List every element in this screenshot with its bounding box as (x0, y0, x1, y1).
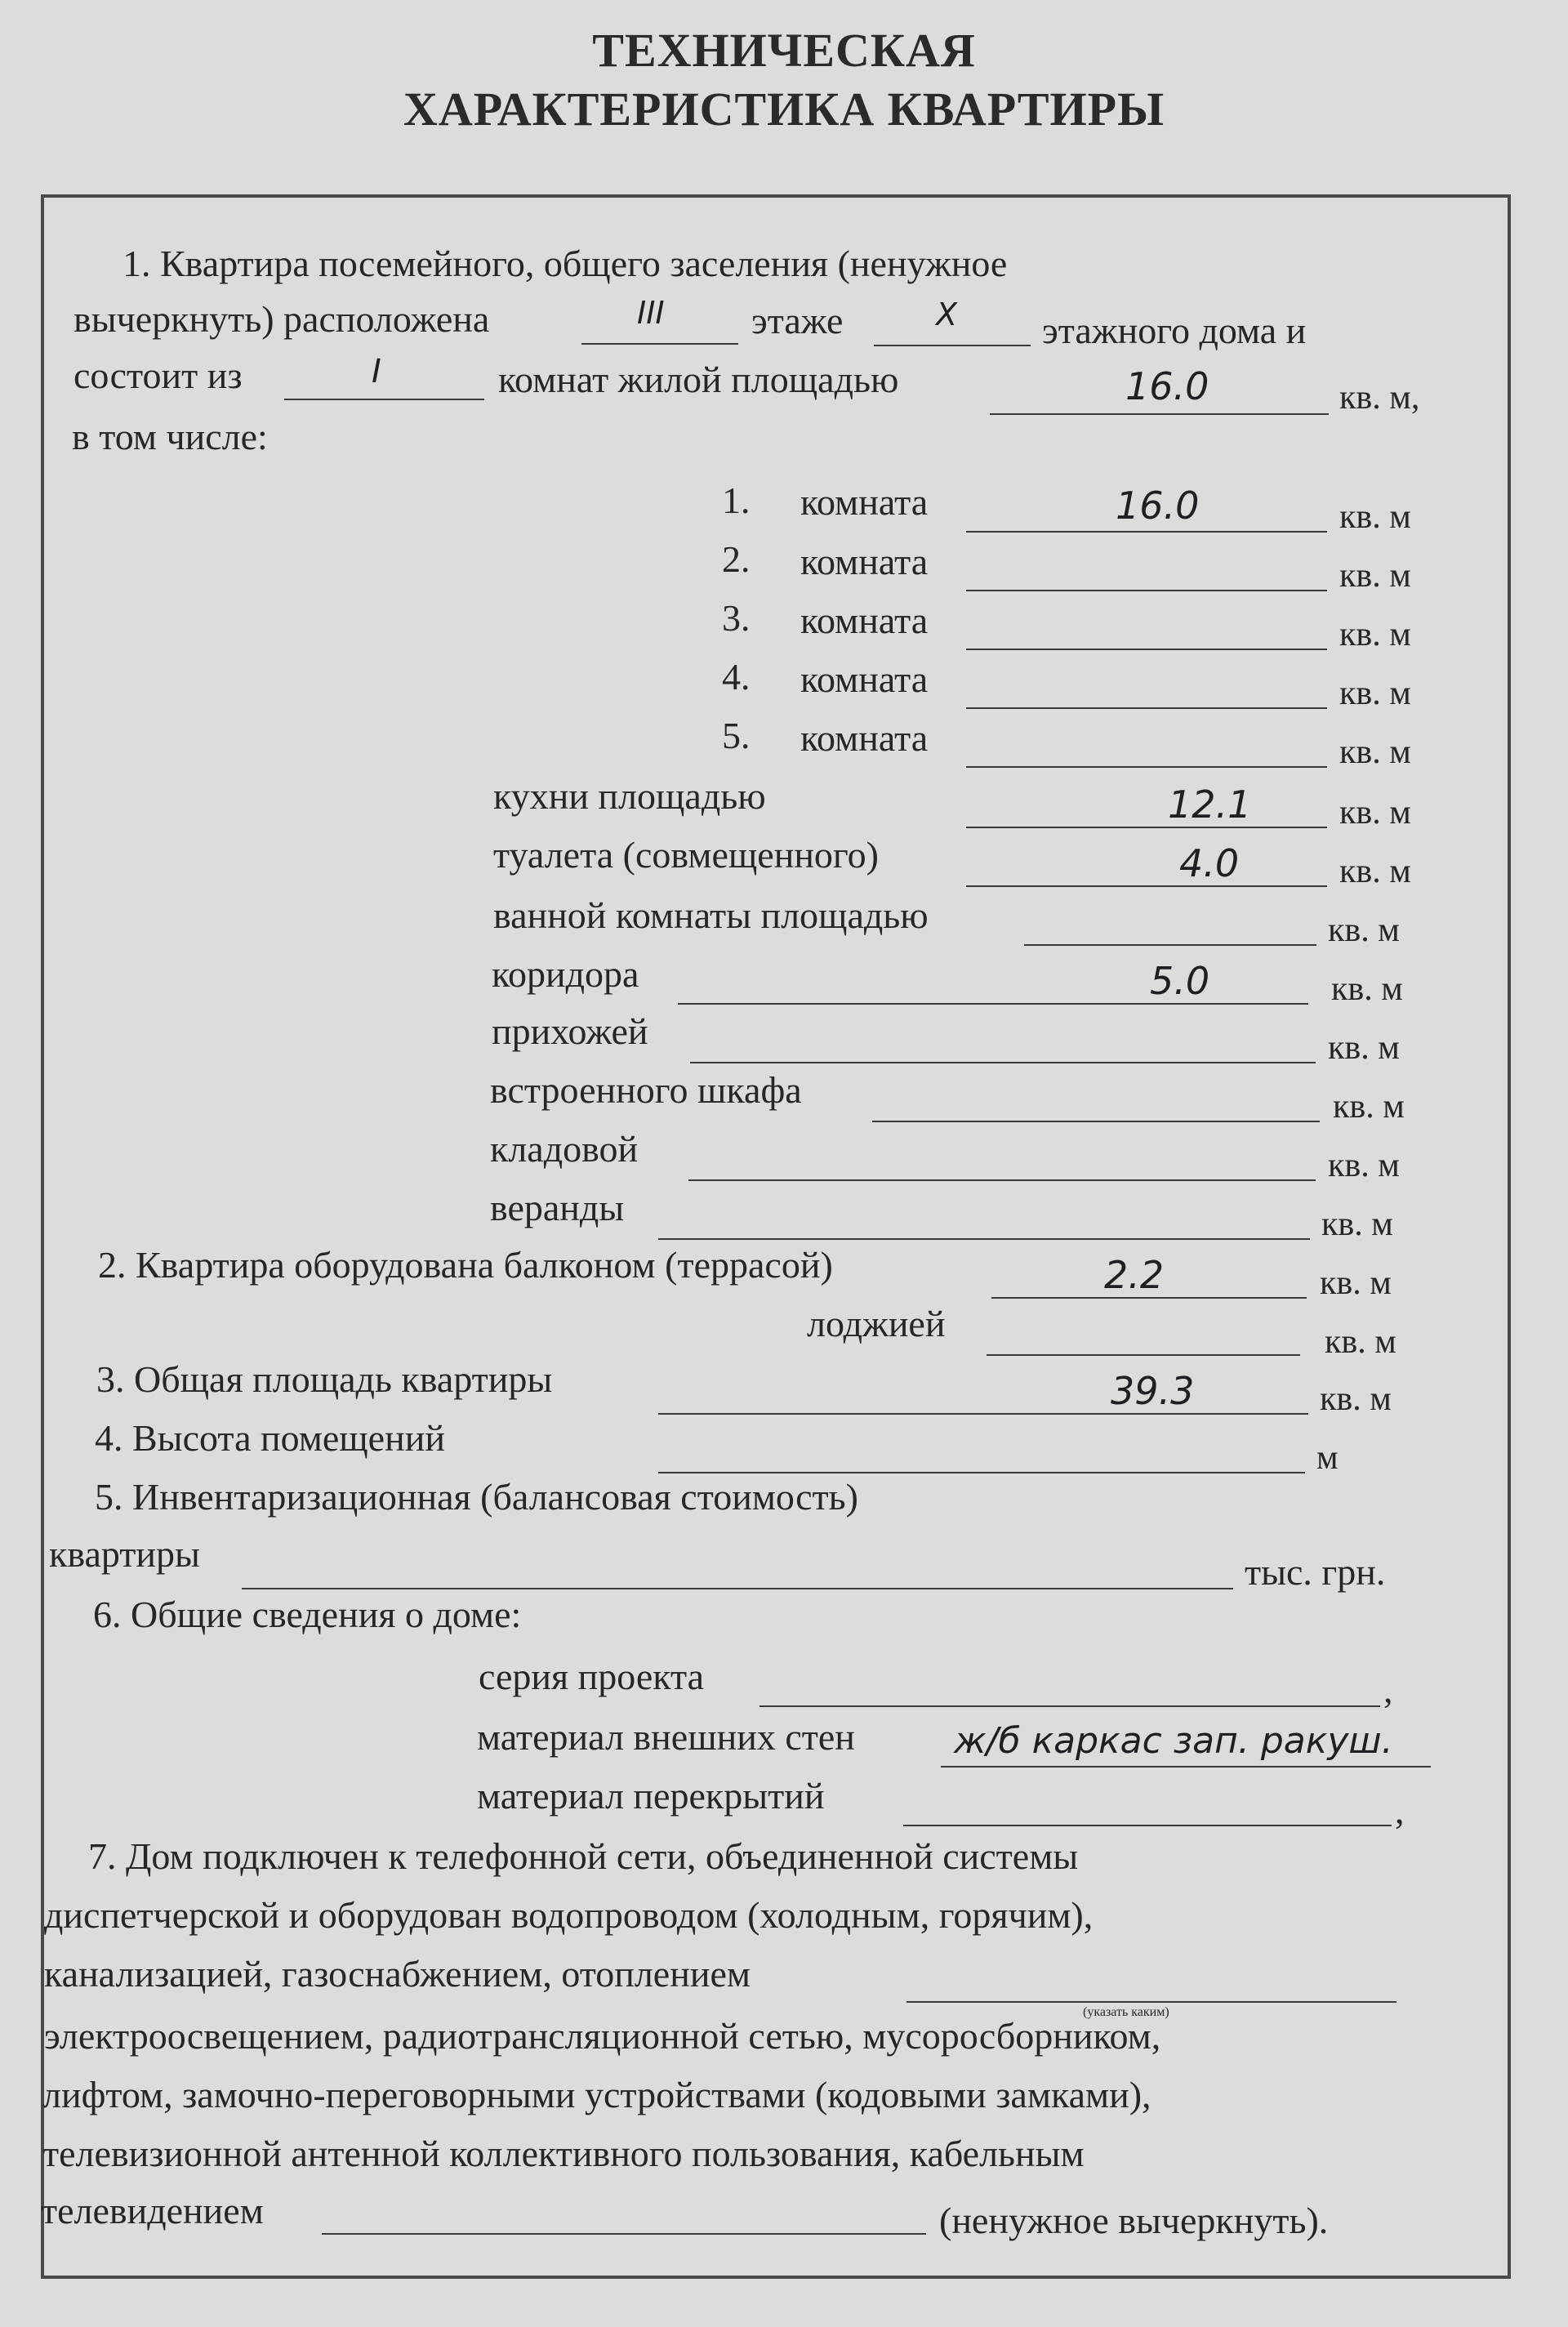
bathroom-field-line[interactable] (1024, 944, 1316, 946)
room-number: 4. (722, 656, 751, 698)
document-title-line-1: ТЕХНИЧЕСКАЯ (592, 24, 976, 77)
room-unit: кв. м (1339, 675, 1411, 712)
apartment-label: квартиры (49, 1533, 200, 1575)
section-7-line-3: канализацией, газоснабжением, отоплением (44, 1953, 751, 1995)
section-1-located-label: вычеркнуть) расположена (74, 298, 490, 340)
bathroom-unit: кв. м (1328, 912, 1400, 949)
storeroom-label: кладовой (490, 1128, 639, 1170)
toilet-field-line[interactable] (966, 885, 1327, 887)
section-1-line-1: 1. Квартира посемейного, общего заселения (ненужное (122, 243, 1008, 284)
corridor-value: 5.0 (1150, 959, 1210, 1003)
room-unit: кв. м (1339, 498, 1411, 536)
section-7-line-5: лифтом, замочно-переговорными устройствами (кодовыми замками), (42, 2074, 1152, 2115)
kitchen-value: 12.1 (1168, 782, 1252, 827)
veranda-field-line[interactable] (658, 1238, 1310, 1240)
bathroom-label: ванной комнаты площадью (493, 894, 929, 936)
section-2-balcony-label: 2. Квартира оборудована балконом (террасой) (98, 1244, 833, 1286)
wardrobe-field-line[interactable] (872, 1121, 1320, 1122)
toilet-value: 4.0 (1179, 841, 1240, 885)
room-field-line[interactable] (966, 707, 1327, 709)
specify-note: (указать каким) (1083, 2005, 1169, 2019)
loggia-label: лоджией (807, 1303, 946, 1344)
corridor-unit: кв. м (1331, 970, 1403, 1008)
floor-slabs-field-line[interactable] (903, 1825, 1392, 1826)
section-3-total-area-label: 3. Общая площадь квартиры (96, 1358, 553, 1400)
corridor-label: коридора (492, 953, 639, 995)
room-field-line[interactable] (966, 649, 1327, 650)
living-area-field-line[interactable] (990, 413, 1329, 415)
rooms-count-value: I (372, 353, 381, 390)
storeroom-field-line[interactable] (688, 1179, 1316, 1181)
wardrobe-label: встроенного шкафа (490, 1069, 802, 1111)
exterior-walls-value: ж/б каркас зап. ракуш. (954, 1720, 1393, 1762)
section-7-line-1: 7. Дом подключен к телефонной сети, объединенной системы (88, 1835, 1079, 1877)
kitchen-unit: кв. м (1339, 794, 1411, 831)
room-unit: кв. м (1339, 557, 1411, 595)
strike-out-note: (ненужное вычеркнуть). (939, 2200, 1329, 2241)
veranda-label: веранды (490, 1187, 625, 1228)
veranda-unit: кв. м (1321, 1206, 1393, 1243)
currency-unit: тыс. грн. (1245, 1551, 1386, 1593)
hallway-field-line[interactable] (690, 1062, 1316, 1063)
room-unit: кв. м (1339, 616, 1411, 653)
balcony-value: 2.2 (1104, 1253, 1165, 1297)
section-7-line-6: телевизионной антенной коллективного пользования, кабельным (42, 2133, 1085, 2174)
room-field-line[interactable] (966, 590, 1327, 591)
room-label: комната (800, 717, 929, 759)
loggia-field-line[interactable] (987, 1354, 1300, 1356)
floor-slabs-label: материал перекрытий (477, 1775, 825, 1817)
living-area-label: комнат жилой площадью (498, 359, 899, 400)
storeroom-unit: кв. м (1328, 1147, 1400, 1184)
exterior-walls-label: материал внешних стен (477, 1716, 855, 1758)
total-area-unit: кв. м (1320, 1380, 1392, 1418)
living-area-value: 16.0 (1125, 364, 1209, 408)
floor-field-line[interactable] (581, 343, 738, 345)
kitchen-label: кухни площадью (493, 775, 766, 817)
hallway-label: прихожей (492, 1010, 648, 1052)
toilet-label: туалета (совмещенного) (493, 834, 879, 876)
rooms-count-field-line[interactable] (284, 399, 484, 400)
floor-slabs-comma: , (1395, 1790, 1405, 1831)
floor-label: этаже (751, 300, 844, 341)
section-7-line-2: диспетчерской и оборудован водопроводом (холодным, горячим), (44, 1894, 1094, 1936)
storey-building-label: этажного дома и (1042, 310, 1307, 351)
project-series-field-line[interactable] (760, 1705, 1380, 1707)
exterior-walls-field-line[interactable] (941, 1766, 1431, 1768)
room-value: 16.0 (1116, 484, 1200, 528)
cable-tv-label: телевидением (41, 2190, 264, 2231)
living-area-unit: кв. м, (1339, 379, 1420, 417)
floor-value: III (637, 295, 665, 331)
room-label: комната (800, 600, 929, 641)
height-field-line[interactable] (658, 1472, 1305, 1473)
including-label: в том числе: (72, 416, 268, 457)
room-label: комната (800, 658, 929, 700)
total-area-field-line[interactable] (658, 1413, 1308, 1415)
heating-field-line[interactable] (906, 2001, 1396, 2003)
room-field-line[interactable] (966, 766, 1327, 768)
room-number: 3. (722, 597, 751, 639)
wardrobe-unit: кв. м (1333, 1088, 1405, 1126)
document-title-line-2: ХАРАКТЕРИСТИКА КВАРТИРЫ (403, 82, 1165, 136)
room-unit: кв. м (1339, 733, 1411, 771)
inventory-value-field-line[interactable] (242, 1588, 1233, 1589)
hallway-unit: кв. м (1328, 1029, 1400, 1067)
balcony-unit: кв. м (1320, 1264, 1392, 1302)
kitchen-field-line[interactable] (966, 827, 1327, 828)
storeys-field-line[interactable] (874, 345, 1031, 346)
height-unit: м (1316, 1439, 1339, 1477)
project-series-label: серия проекта (479, 1656, 705, 1697)
room-number: 2. (722, 538, 751, 580)
section-4-height-label: 4. Высота помещений (95, 1417, 445, 1459)
cable-tv-field-line[interactable] (322, 2233, 926, 2235)
project-series-comma: , (1383, 1669, 1393, 1710)
room-label: комната (800, 481, 929, 523)
section-7-line-4: электроосвещением, радиотрансляционной сетью, мусоросборником, (44, 2015, 1161, 2057)
section-5-value-label: 5. Инвентаризационная (балансовая стоимость) (95, 1476, 858, 1518)
corridor-field-line[interactable] (678, 1003, 1308, 1005)
room-number: 1. (722, 479, 751, 521)
section-6-house-info-label: 6. Общие сведения о доме: (93, 1594, 522, 1635)
consists-of-label: состоит из (74, 354, 243, 396)
room-field-line[interactable] (966, 531, 1327, 533)
loggia-unit: кв. м (1325, 1323, 1396, 1361)
room-label: комната (800, 541, 929, 582)
balcony-field-line[interactable] (991, 1297, 1307, 1299)
total-area-value: 39.3 (1111, 1369, 1195, 1413)
toilet-unit: кв. м (1339, 853, 1411, 890)
storeys-value: X (936, 296, 958, 332)
room-number: 5. (722, 715, 751, 756)
